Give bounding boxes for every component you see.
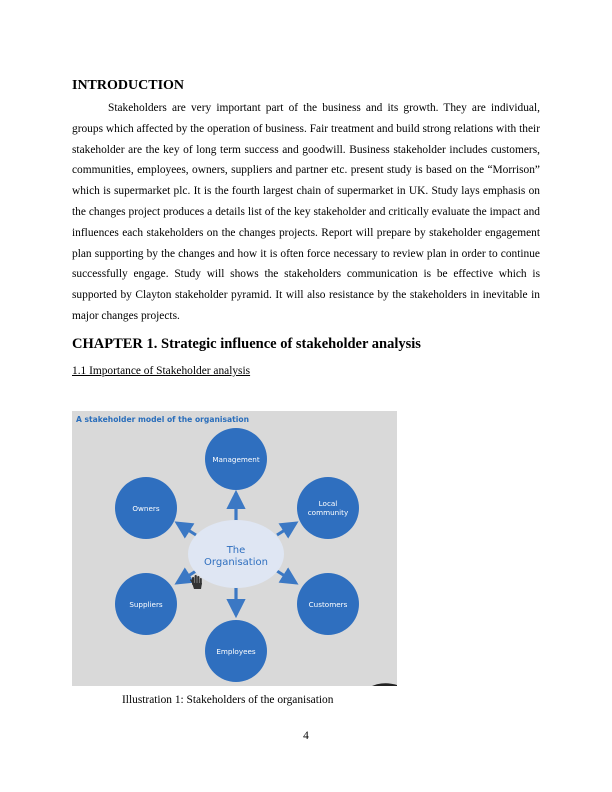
local-community-label-line1: Local xyxy=(318,499,338,508)
figure-caption: Illustration 1: Stakeholders of the organisation xyxy=(122,694,334,706)
owners-label: Owners xyxy=(132,504,160,513)
suppliers-label: Suppliers xyxy=(129,600,163,609)
introduction-paragraph: Stakeholders are very important part of the business and its growth. They are individual, groups which affected by the operation of business. Fair treatment and build strong relations with their stakeholder are the key of long term success and goodwill. Business stakeholder includes customers, communities, employees, owners, suppliers and partner etc. present study is based on the “Morrison” which is supermarket plc. It is the fourth largest chain of supermarket in UK. Study lays emphasis on the changes project produces a details list of the key stakeholder and critically evaluate the impact and influences each stakeholders on the changes projects. Report will prepare by stakeholder engagement plan supporting by the changes and how it is often force necessary to review plan in order to continue successfully engage. Study will shows the stakeholders communication is be effective which is supported by Clayton stakeholder pyramid. It will also resistance by the stakeholders in inevitable in major changes projects. xyxy=(72,102,540,322)
center-label-line1: The xyxy=(226,545,246,556)
customers-label: Customers xyxy=(308,600,348,609)
introduction-heading: INTRODUCTION xyxy=(72,78,185,93)
chapter-heading: CHAPTER 1. Strategic influence of stakeholder analysis xyxy=(72,336,421,352)
center-label-line2: Organisation xyxy=(204,557,268,568)
page-number: 4 xyxy=(303,730,309,742)
stakeholder-model-figure xyxy=(72,411,397,686)
employees-label: Employees xyxy=(216,647,256,656)
figure-title: A stakeholder model of the organisation xyxy=(76,415,249,424)
section-subheading: 1.1 Importance of Stakeholder analysis xyxy=(72,365,251,377)
management-label: Management xyxy=(212,455,260,464)
stakeholder-diagram xyxy=(72,411,397,686)
local-community-label-line2: community xyxy=(307,508,349,517)
